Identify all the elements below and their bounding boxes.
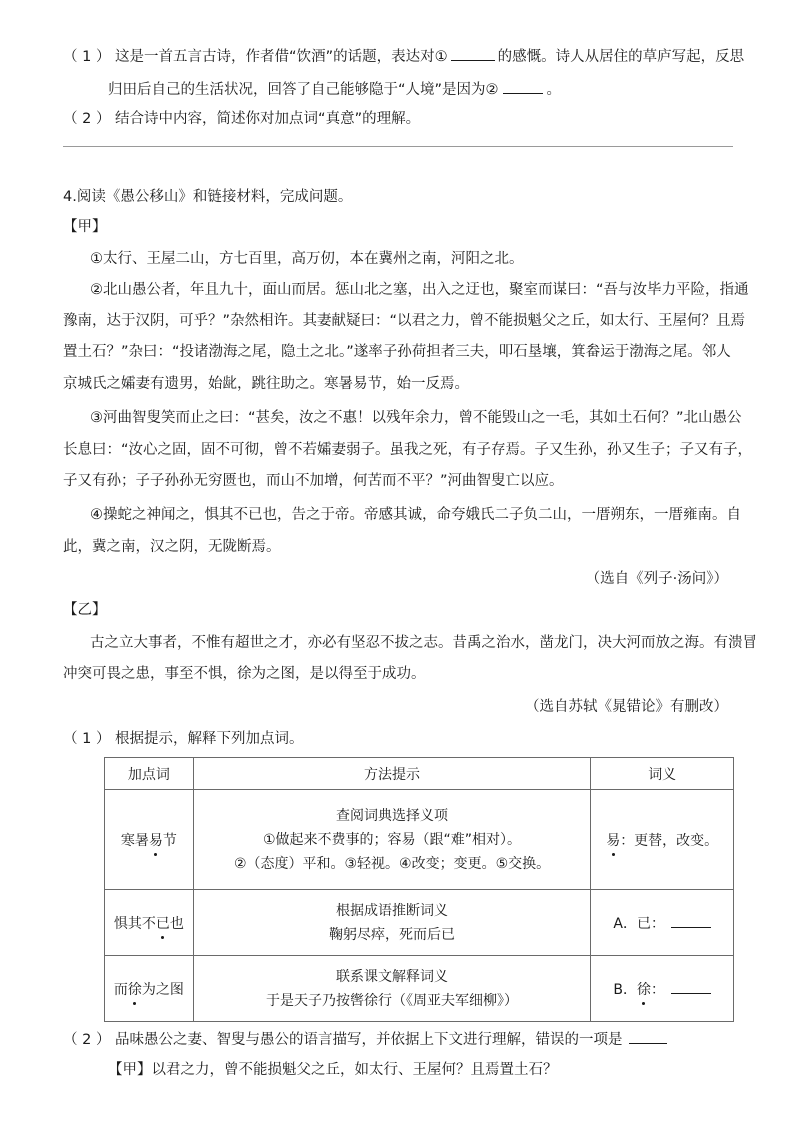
method-cell xyxy=(193,790,591,890)
jia-paragraph-line: 京城氏之孀妻有遗男，始龀，跳往助之。寒暑易节，始一反焉。 xyxy=(63,376,469,392)
hint-line: 查阅词典选择义项 xyxy=(336,807,449,824)
dotted-char: 已 xyxy=(156,913,170,933)
word-text: 也 xyxy=(169,915,184,932)
table-row xyxy=(105,790,734,890)
option-a: 【甲】以君之力，曾不能损魁父之丘，如太行、王屋何？且焉置土石？ xyxy=(108,1062,558,1078)
meaning-cell xyxy=(591,890,734,956)
dotted-char: 易 xyxy=(606,830,620,850)
q3-sub1-line1 xyxy=(63,46,744,67)
jia-paragraph-line: 此，冀之南，汉之阴，无陇断焉。 xyxy=(63,539,281,555)
hint-line: 根据成语推断词义 xyxy=(336,902,449,919)
hint-line: 于是天子乃按辔徐行（《周亚夫军细柳》） xyxy=(266,992,519,1009)
header-method: 方法提示 xyxy=(193,758,591,790)
table-header-row xyxy=(105,758,734,790)
dotted-char: 徐 xyxy=(128,979,142,999)
meaning-prefix: A．已： xyxy=(613,915,665,932)
hint-line: 鞠躬尽瘁，死而后已 xyxy=(329,926,456,943)
q3-sub2: （ 2 ） 结合诗中内容，简述你对加点词“真意”的理解。 xyxy=(63,111,421,127)
word-text: 寒暑 xyxy=(120,832,149,849)
meaning-colon: ： xyxy=(650,981,665,998)
yi-paragraph-line: 冲突可畏之患，事至不惧，徐为之图，是以得至于成功。 xyxy=(63,666,426,682)
q4-sub2-text: （ 2 ） 品味愚公之妻、智叟与愚公的语言描写，并依据上下文进行理解，错误的一项是 xyxy=(63,1032,623,1048)
jia-paragraph-line: 长息曰：“汝心之固，固不可彻，曾不若孀妻弱子。虽我之死，有子存焉。子又生孙，孙又生子；子又有子， xyxy=(63,442,753,458)
dotted-char: 徐 xyxy=(637,979,651,999)
q3-sub1-line1-post: 的感慨。诗人从居住的草庐写起，反思 xyxy=(497,49,745,65)
vocab-table xyxy=(104,757,734,1022)
hint-line: ②（态度）平和。③轻视。④改变；变更。⑤交换。 xyxy=(233,855,551,872)
header-word: 加点词 xyxy=(105,758,194,790)
meaning-cell xyxy=(591,790,734,890)
method-cell xyxy=(193,890,591,956)
q3-sub1-line1-pre: （ 1 ） 这是一首五言古诗，作者借“饮酒”的话题，表达对① xyxy=(63,49,448,65)
jia-label: 【甲】 xyxy=(63,219,107,235)
q3-sub1-line2-pre: 归田后自己的生活状况，回答了自己能够隐于“人境”是因为② xyxy=(108,82,499,98)
q3-sub1-line2-post: 。 xyxy=(546,82,562,98)
answer-blank-b[interactable] xyxy=(671,979,711,994)
yi-paragraph-line: 古之立大事者，不惟有超世之才，亦必有坚忍不拔之志。昔禹之治水，凿龙门，决大河而放之海。有溃冒 xyxy=(90,635,757,651)
jia-paragraph-line: ①太行、王屋二山，方七百里，高万仞，本在冀州之南，河阳之北。 xyxy=(90,251,524,267)
word-cell xyxy=(105,790,194,890)
word-text: 惧其不 xyxy=(113,915,156,932)
table-row xyxy=(105,890,734,956)
method-cell xyxy=(193,956,591,1022)
answer-blank-a[interactable] xyxy=(671,913,711,928)
meaning-text: ：更替，改变。 xyxy=(620,832,719,849)
jia-paragraph-line: ②北山愚公者，年且九十，面山而居。惩山北之塞，出入之迂也，聚室而谋曰：“吾与汝毕力平险，指通 xyxy=(90,282,749,298)
q3-sub1-line2 xyxy=(108,79,561,100)
meaning-cell xyxy=(591,956,734,1022)
meaning-prefix: B． xyxy=(613,981,637,998)
jia-paragraph-line: 置土石？”杂曰：“投诸渤海之尾，隐土之北。”遂率子孙荷担者三夫，叩石垦壤，箕畚运于渤海之尾。邻人 xyxy=(63,344,731,360)
jia-paragraph-line: 豫南，达于汉阴，可乎？”杂然相许。其妻献疑曰：“以君之力，曾不能损魁父之丘，如太行、王屋何？且焉 xyxy=(63,313,746,329)
word-text: 而 xyxy=(113,981,128,998)
q4-sub1: （ 1 ） 根据提示，解释下列加点词。 xyxy=(63,731,304,747)
dotted-char: 易 xyxy=(149,830,163,850)
answer-blank-choice[interactable] xyxy=(629,1029,667,1044)
section-divider xyxy=(63,146,733,147)
yi-source: （选自苏轼《晁错论》有删改） xyxy=(525,699,728,715)
jia-source: （选自《列子·汤问》） xyxy=(585,571,728,587)
q4-stem: 4.阅读《愚公移山》和链接材料，完成问题。 xyxy=(63,189,353,205)
word-text: 为之图 xyxy=(141,981,184,998)
yi-label: 【乙】 xyxy=(63,602,107,618)
jia-paragraph-line: 子又有孙；子子孙孙无穷匮也，而山不加增，何苦而不平？”河曲智叟亡以应。 xyxy=(63,473,564,489)
table-row xyxy=(105,956,734,1022)
hint-line: 联系课文解释词义 xyxy=(336,968,449,985)
jia-paragraph-line: ③河曲智叟笑而止之曰：“甚矣，汝之不惠！以残年余力，曾不能毁山之一毛，其如土石何？”北山愚公 xyxy=(90,410,742,426)
answer-blank-2[interactable] xyxy=(503,79,543,94)
hint-line: ①做起来不费事的；容易（跟“难”相对）。 xyxy=(263,831,522,848)
q4-sub2 xyxy=(63,1029,667,1050)
word-cell xyxy=(105,890,194,956)
word-text: 节 xyxy=(162,832,177,849)
jia-paragraph-line: ④操蛇之神闻之，惧其不已也，告之于帝。帝感其诚，命夸娥氏二子负二山，一厝朔东，一厝雍南。自 xyxy=(90,507,741,523)
header-meaning: 词义 xyxy=(591,758,734,790)
word-cell xyxy=(105,956,194,1022)
answer-blank-1[interactable] xyxy=(451,46,495,61)
